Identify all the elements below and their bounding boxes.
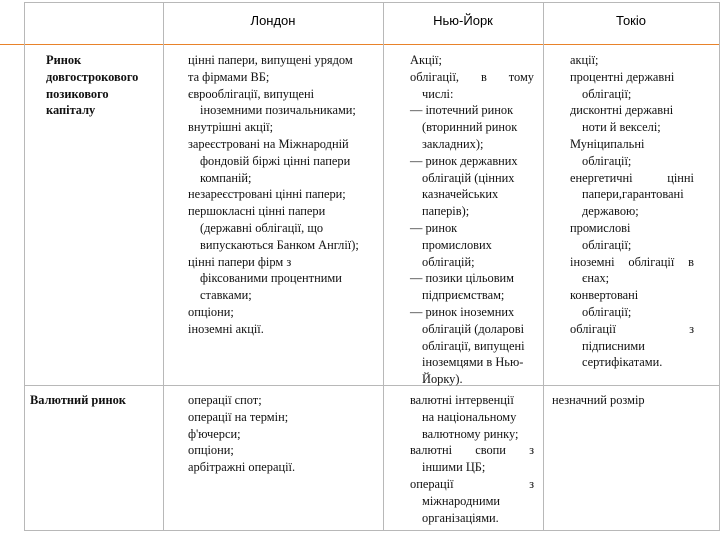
text-line: валютні свопи з — [410, 443, 534, 458]
text-line: папери,гарантовані — [582, 187, 684, 202]
text-line: — ринок іноземних — [410, 304, 515, 319]
text-line: числі: — [422, 86, 454, 101]
text-line: казначейських — [422, 187, 499, 202]
col-line-0 — [24, 2, 25, 531]
text-line: позикового — [46, 86, 109, 101]
header-newyork: Нью-Йорк — [433, 13, 493, 28]
text-line: (вторинний ринок — [422, 120, 518, 135]
text-line: капіталу — [46, 103, 96, 118]
text-line: валютному ринку; — [422, 426, 519, 441]
text-line: — ринок державних — [410, 153, 518, 168]
col-line-2 — [383, 2, 384, 531]
text-line: Йорку). — [422, 372, 463, 387]
text-line: єнах; — [582, 271, 610, 286]
text-line: підписними — [582, 338, 645, 353]
text-line: ноти й векселі; — [582, 120, 661, 135]
text-line: випускаються Банком Англії); — [200, 237, 359, 252]
text-line: промислових — [422, 237, 492, 252]
text-line: операції спот; — [188, 393, 262, 407]
text-line: арбітражні операції. — [188, 460, 296, 475]
text-line: — ринок — [410, 220, 458, 235]
text-line: облігації; — [582, 153, 632, 168]
text-line: енергетичні цінні — [570, 170, 694, 185]
text-line: незареєстровані цінні папери; — [188, 187, 346, 202]
text-line: операції з — [410, 476, 534, 491]
bottom-border — [24, 530, 720, 531]
row-label-currency-market — [30, 392, 160, 409]
text-line: сертифікатами. — [582, 355, 663, 370]
text-line: облігацій (доларові — [422, 321, 525, 336]
text-line: опціони; — [188, 304, 234, 319]
text-line: Муніципальні — [570, 136, 645, 151]
top-border — [24, 2, 720, 3]
text-line: єврооблігації, випущені — [188, 86, 315, 101]
cell-capital-tokyo — [570, 52, 694, 371]
text-line: промислові — [570, 220, 631, 235]
text-line: (державні облігації, що — [200, 220, 324, 235]
text-line: організаціями. — [422, 510, 499, 525]
text-line: Ринок — [46, 53, 82, 67]
row-divider — [24, 385, 720, 386]
text-line: компаній; — [200, 170, 252, 185]
cell-currency-newyork — [410, 392, 534, 526]
cell-currency-london — [188, 392, 378, 476]
text-line: валютні інтервенції — [410, 393, 514, 407]
text-line: облігації, випущені — [422, 338, 525, 353]
text-line: іноземними позичальниками; — [200, 103, 356, 118]
text-line: ф'ючерси; — [188, 426, 241, 441]
text-line: іноземцями в Нью- — [422, 355, 524, 370]
text-line: іноземні акції. — [188, 321, 264, 336]
text-line: фіксованими процентними — [200, 271, 342, 286]
text-line: процентні державні — [570, 69, 675, 84]
text-line: зареєстровані на Міжнародній — [188, 136, 349, 151]
header-london: Лондон — [250, 13, 296, 28]
text-line: підприємствам; — [422, 288, 505, 303]
cell-currency-tokyo — [552, 392, 712, 409]
text-line: та фірмами ВБ; — [188, 69, 270, 84]
text-line: облігацій (цінних — [422, 170, 515, 185]
text-line: міжнародними — [422, 493, 501, 508]
text-line: довгострокового — [46, 69, 139, 84]
text-line: цінні папери, випущені урядом — [188, 53, 353, 67]
text-line: облігацій; — [422, 254, 475, 269]
cell-capital-london — [188, 52, 378, 338]
col-line-3 — [543, 2, 544, 531]
row-label-capital-market — [46, 52, 161, 119]
text-line: закладних); — [422, 136, 484, 151]
text-line: іншими ЦБ; — [422, 460, 486, 475]
text-line: цінні папери фірм з — [188, 254, 292, 269]
text-line: паперів); — [422, 204, 470, 219]
text-line: ставками; — [200, 288, 252, 303]
col-line-1 — [163, 2, 164, 531]
text-line: Валютний ринок — [30, 393, 126, 407]
text-line: дисконтні державні — [570, 103, 674, 118]
text-line: облігації; — [582, 237, 632, 252]
header-divider — [0, 44, 720, 45]
header-tokyo: Токіо — [616, 13, 646, 28]
text-line: незначний розмір — [552, 393, 645, 407]
cell-capital-newyork — [410, 52, 534, 388]
text-line: першокласні цінні папери — [188, 204, 326, 219]
text-line: конвертовані — [570, 288, 639, 303]
text-line: опціони; — [188, 443, 234, 458]
text-line: операції на термін; — [188, 409, 289, 424]
text-line: — позики цільовим — [410, 271, 515, 286]
text-line: іноземні облігації в — [570, 254, 694, 269]
text-line: Акції; — [410, 53, 442, 67]
text-line: — іпотечний ринок — [410, 103, 514, 118]
text-line: акції; — [570, 53, 599, 67]
text-line: облігації з — [570, 321, 694, 336]
text-line: внутрішні акції; — [188, 120, 274, 135]
text-line: фондовій біржі цінні папери — [200, 153, 351, 168]
text-line: облігації, в тому — [410, 69, 534, 84]
text-line: облігації; — [582, 86, 632, 101]
text-line: облігації; — [582, 304, 632, 319]
text-line: державою; — [582, 204, 639, 219]
text-line: на національному — [422, 409, 517, 424]
